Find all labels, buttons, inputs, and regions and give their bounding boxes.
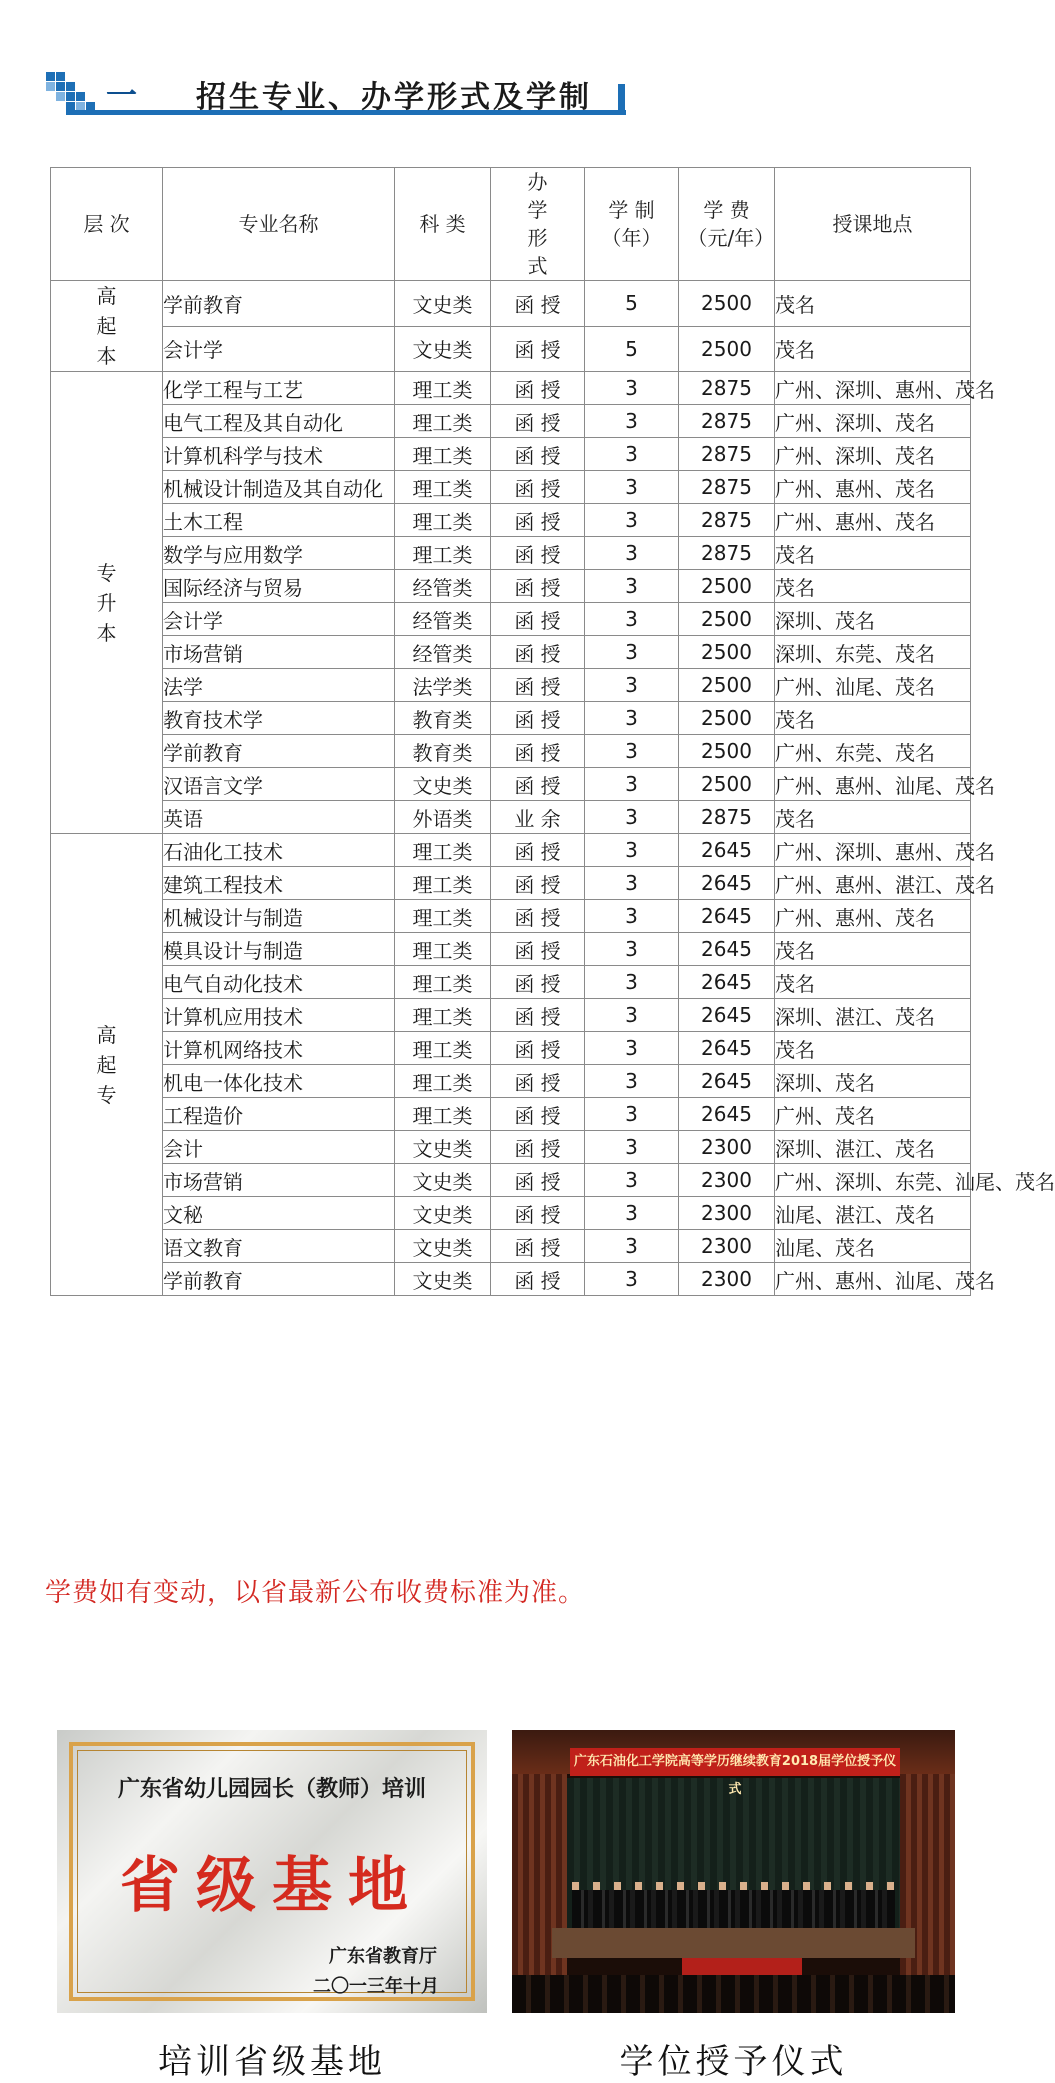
major-name-cell: 数学与应用数学 <box>163 537 395 570</box>
table-row <box>51 636 971 669</box>
category-cell: 理工类 <box>395 537 491 570</box>
category-cell: 理工类 <box>395 372 491 405</box>
table-row <box>51 438 971 471</box>
duration-cell: 3 <box>585 504 679 537</box>
major-name-cell: 会计 <box>163 1131 395 1164</box>
tuition-fee-cell: 2500 <box>679 669 775 702</box>
plaque-date: 二〇一三年十月 <box>313 1976 439 1997</box>
category-cell: 理工类 <box>395 1098 491 1131</box>
duration-cell: 3 <box>585 603 679 636</box>
ceremony-banner: 广东石油化工学院高等学历继续教育2018届学位授予仪式 <box>570 1748 900 1776</box>
location-cell: 广州、惠州、茂名 <box>775 900 971 933</box>
study-form-cell: 函 授 <box>491 1197 585 1230</box>
location-cell: 汕尾、茂名 <box>775 1230 971 1263</box>
header-location: 授课地点 <box>775 168 971 281</box>
major-name-cell: 石油化工技术 <box>163 834 395 867</box>
location-cell: 广州、深圳、茂名 <box>775 405 971 438</box>
duration-cell: 3 <box>585 1098 679 1131</box>
table-row <box>51 768 971 801</box>
study-form-cell: 函 授 <box>491 603 585 636</box>
category-cell: 教育类 <box>395 702 491 735</box>
location-cell: 深圳、东莞、茂名 <box>775 636 971 669</box>
section-header <box>46 64 622 120</box>
category-cell: 经管类 <box>395 603 491 636</box>
location-cell: 深圳、茂名 <box>775 1065 971 1098</box>
major-name-cell: 国际经济与贸易 <box>163 570 395 603</box>
table-row <box>51 999 971 1032</box>
tuition-fee-cell: 2500 <box>679 281 775 327</box>
level-label: 高起本 <box>96 284 117 368</box>
duration-cell: 3 <box>585 1131 679 1164</box>
category-cell: 经管类 <box>395 570 491 603</box>
duration-cell: 3 <box>585 801 679 834</box>
duration-cell: 3 <box>585 966 679 999</box>
study-form-cell: 函 授 <box>491 768 585 801</box>
major-name-cell: 机械设计与制造 <box>163 900 395 933</box>
location-cell: 广州、惠州、湛江、茂名 <box>775 867 971 900</box>
study-form-cell: 业 余 <box>491 801 585 834</box>
category-cell: 理工类 <box>395 933 491 966</box>
graduates-on-stage <box>572 1890 895 1930</box>
category-cell: 文史类 <box>395 1263 491 1296</box>
duration-cell: 3 <box>585 1065 679 1098</box>
major-name-cell: 计算机应用技术 <box>163 999 395 1032</box>
major-name-cell: 建筑工程技术 <box>163 867 395 900</box>
major-name-cell: 学前教育 <box>163 1263 395 1296</box>
table-row <box>51 326 971 372</box>
tuition-fee-cell: 2645 <box>679 1032 775 1065</box>
location-cell: 茂名 <box>775 570 971 603</box>
duration-cell: 3 <box>585 900 679 933</box>
caption-right: 学位授予仪式 <box>619 2042 848 2082</box>
tuition-fee-cell: 2500 <box>679 735 775 768</box>
level-cell <box>51 281 163 372</box>
category-cell: 文史类 <box>395 1230 491 1263</box>
location-cell: 广州、惠州、茂名 <box>775 471 971 504</box>
location-cell: 广州、惠州、汕尾、茂名 <box>775 768 971 801</box>
level-cell <box>51 372 163 834</box>
level-label: 专升本 <box>96 560 117 645</box>
study-form-cell: 函 授 <box>491 669 585 702</box>
level-label: 高起专 <box>96 1022 117 1107</box>
major-name-cell: 学前教育 <box>163 735 395 768</box>
study-form-cell: 函 授 <box>491 570 585 603</box>
study-form-cell: 函 授 <box>491 438 585 471</box>
category-cell: 理工类 <box>395 471 491 504</box>
duration-cell: 3 <box>585 867 679 900</box>
duration-cell: 3 <box>585 735 679 768</box>
category-cell: 经管类 <box>395 636 491 669</box>
duration-cell: 3 <box>585 636 679 669</box>
study-form-cell: 函 授 <box>491 1131 585 1164</box>
table-row <box>51 933 971 966</box>
category-cell: 理工类 <box>395 1032 491 1065</box>
study-form-cell: 函 授 <box>491 702 585 735</box>
tuition-fee-cell: 2500 <box>679 603 775 636</box>
category-cell: 文史类 <box>395 1164 491 1197</box>
fee-note: 学费如有变动，以省最新公布收费标准为准。 <box>45 1578 586 1608</box>
category-cell: 理工类 <box>395 1065 491 1098</box>
table-row <box>51 1197 971 1230</box>
plaque-photo <box>57 1730 487 2013</box>
category-cell: 理工类 <box>395 504 491 537</box>
table-row <box>51 471 971 504</box>
category-cell: 文史类 <box>395 281 491 327</box>
duration-cell: 3 <box>585 405 679 438</box>
location-cell: 汕尾、湛江、茂名 <box>775 1197 971 1230</box>
section-number: 一 <box>106 78 138 114</box>
tuition-fee-cell: 2875 <box>679 438 775 471</box>
major-name-cell: 模具设计与制造 <box>163 933 395 966</box>
table-header-row <box>51 168 971 281</box>
study-form-cell: 函 授 <box>491 966 585 999</box>
category-cell: 文史类 <box>395 326 491 372</box>
header-years: 学 制 （年） <box>585 168 679 281</box>
duration-cell: 3 <box>585 1230 679 1263</box>
location-cell: 广州、汕尾、茂名 <box>775 669 971 702</box>
duration-cell: 3 <box>585 1263 679 1296</box>
location-cell: 广州、惠州、汕尾、茂名 <box>775 1263 971 1296</box>
table-row <box>51 1263 971 1296</box>
header-form: 办 学 形 式 <box>491 168 585 281</box>
location-cell: 茂名 <box>775 537 971 570</box>
major-name-cell: 化学工程与工艺 <box>163 372 395 405</box>
plaque-heading: 广东省幼儿园园长（教师）培训 <box>117 1777 426 1802</box>
study-form-cell: 函 授 <box>491 933 585 966</box>
header-category: 科 类 <box>395 168 491 281</box>
tuition-fee-cell: 2645 <box>679 966 775 999</box>
table-body <box>51 281 1055 1296</box>
study-form-cell: 函 授 <box>491 537 585 570</box>
major-name-cell: 市场营销 <box>163 636 395 669</box>
duration-cell: 3 <box>585 372 679 405</box>
table-row <box>51 1065 971 1098</box>
duration-cell: 3 <box>585 570 679 603</box>
major-name-cell: 汉语言文学 <box>163 768 395 801</box>
major-name-cell: 市场营销 <box>163 1164 395 1197</box>
tuition-fee-cell: 2875 <box>679 405 775 438</box>
table-row <box>51 603 971 636</box>
category-cell: 文史类 <box>395 1197 491 1230</box>
table-row <box>51 504 971 537</box>
section-underline-end <box>618 84 625 115</box>
major-name-cell: 英语 <box>163 801 395 834</box>
tuition-fee-cell: 2645 <box>679 933 775 966</box>
duration-cell: 3 <box>585 933 679 966</box>
tuition-fee-cell: 2300 <box>679 1131 775 1164</box>
study-form-cell: 函 授 <box>491 372 585 405</box>
tuition-fee-cell: 2875 <box>679 504 775 537</box>
location-cell: 深圳、湛江、茂名 <box>775 1131 971 1164</box>
ceremony-photo <box>512 1730 955 2013</box>
location-cell: 茂名 <box>775 1032 971 1065</box>
location-cell: 茂名 <box>775 966 971 999</box>
duration-cell: 3 <box>585 1164 679 1197</box>
enrollment-table <box>50 167 1055 1296</box>
major-name-cell: 语文教育 <box>163 1230 395 1263</box>
study-form-cell: 函 授 <box>491 867 585 900</box>
table-row <box>51 702 971 735</box>
tuition-fee-cell: 2875 <box>679 537 775 570</box>
table-row <box>51 801 971 834</box>
study-form-cell: 函 授 <box>491 1164 585 1197</box>
table-row <box>51 834 971 867</box>
duration-cell: 3 <box>585 702 679 735</box>
table-row <box>51 867 971 900</box>
study-form-cell: 函 授 <box>491 326 585 372</box>
duration-cell: 3 <box>585 537 679 570</box>
table-row <box>51 966 971 999</box>
category-cell: 理工类 <box>395 405 491 438</box>
duration-cell: 3 <box>585 768 679 801</box>
category-cell: 外语类 <box>395 801 491 834</box>
table-row <box>51 900 971 933</box>
table-row <box>51 1098 971 1131</box>
major-name-cell: 工程造价 <box>163 1098 395 1131</box>
location-cell: 茂名 <box>775 933 971 966</box>
tuition-fee-cell: 2645 <box>679 1065 775 1098</box>
section-title: 招生专业、办学形式及学制 <box>196 80 592 115</box>
category-cell: 理工类 <box>395 834 491 867</box>
major-name-cell: 教育技术学 <box>163 702 395 735</box>
category-cell: 法学类 <box>395 669 491 702</box>
table-row <box>51 537 971 570</box>
header-name: 专业名称 <box>163 168 395 281</box>
stage-floor <box>552 1928 915 1958</box>
header-level: 层 次 <box>51 168 163 281</box>
study-form-cell: 函 授 <box>491 1065 585 1098</box>
table-row <box>51 669 971 702</box>
header-fee: 学 费 （元/年） <box>679 168 775 281</box>
tuition-fee-cell: 2500 <box>679 768 775 801</box>
location-cell: 茂名 <box>775 801 971 834</box>
table-row <box>51 1131 971 1164</box>
study-form-cell: 函 授 <box>491 735 585 768</box>
table-row <box>51 735 971 768</box>
table-row <box>51 1164 971 1197</box>
major-name-cell: 电气自动化技术 <box>163 966 395 999</box>
tuition-fee-cell: 2645 <box>679 1098 775 1131</box>
location-cell: 广州、东莞、茂名 <box>775 735 971 768</box>
audience <box>512 1975 955 2013</box>
table-row <box>51 570 971 603</box>
duration-cell: 3 <box>585 669 679 702</box>
study-form-cell: 函 授 <box>491 1098 585 1131</box>
duration-cell: 3 <box>585 1197 679 1230</box>
duration-cell: 3 <box>585 834 679 867</box>
duration-cell: 5 <box>585 281 679 327</box>
study-form-cell: 函 授 <box>491 504 585 537</box>
major-name-cell: 学前教育 <box>163 281 395 327</box>
tuition-fee-cell: 2875 <box>679 801 775 834</box>
location-cell: 广州、茂名 <box>775 1098 971 1131</box>
major-name-cell: 计算机科学与技术 <box>163 438 395 471</box>
tuition-fee-cell: 2875 <box>679 372 775 405</box>
category-cell: 文史类 <box>395 1131 491 1164</box>
category-cell: 教育类 <box>395 735 491 768</box>
tuition-fee-cell: 2645 <box>679 834 775 867</box>
table-row <box>51 1032 971 1065</box>
plaque-org: 广东省教育厅 <box>329 1946 437 1967</box>
study-form-cell: 函 授 <box>491 1230 585 1263</box>
major-name-cell: 法学 <box>163 669 395 702</box>
caption-left: 培训省级基地 <box>158 2042 386 2082</box>
location-cell: 茂名 <box>775 702 971 735</box>
major-name-cell: 会计学 <box>163 326 395 372</box>
study-form-cell: 函 授 <box>491 636 585 669</box>
tuition-fee-cell: 2300 <box>679 1263 775 1296</box>
duration-cell: 3 <box>585 471 679 504</box>
tuition-fee-cell: 2500 <box>679 702 775 735</box>
tuition-fee-cell: 2645 <box>679 900 775 933</box>
location-cell: 深圳、茂名 <box>775 603 971 636</box>
tuition-fee-cell: 2645 <box>679 867 775 900</box>
study-form-cell: 函 授 <box>491 999 585 1032</box>
major-name-cell: 机械设计制造及其自动化 <box>163 471 395 504</box>
tuition-fee-cell: 2500 <box>679 636 775 669</box>
tuition-fee-cell: 2645 <box>679 999 775 1032</box>
duration-cell: 3 <box>585 438 679 471</box>
study-form-cell: 函 授 <box>491 1032 585 1065</box>
tuition-fee-cell: 2875 <box>679 471 775 504</box>
category-cell: 理工类 <box>395 867 491 900</box>
level-cell <box>51 834 163 1296</box>
tuition-fee-cell: 2300 <box>679 1230 775 1263</box>
table-row <box>51 1230 971 1263</box>
duration-cell: 5 <box>585 326 679 372</box>
location-cell: 茂名 <box>775 326 971 372</box>
location-cell: 广州、惠州、茂名 <box>775 504 971 537</box>
location-cell: 广州、深圳、茂名 <box>775 438 971 471</box>
category-cell: 理工类 <box>395 999 491 1032</box>
study-form-cell: 函 授 <box>491 281 585 327</box>
study-form-cell: 函 授 <box>491 1263 585 1296</box>
category-cell: 理工类 <box>395 966 491 999</box>
major-name-cell: 文秘 <box>163 1197 395 1230</box>
duration-cell: 3 <box>585 1032 679 1065</box>
tuition-fee-cell: 2500 <box>679 326 775 372</box>
major-name-cell: 电气工程及其自动化 <box>163 405 395 438</box>
location-cell: 广州、深圳、惠州、茂名 <box>775 834 971 867</box>
location-cell: 广州、深圳、惠州、茂名 <box>775 372 971 405</box>
location-cell: 深圳、湛江、茂名 <box>775 999 971 1032</box>
major-name-cell: 计算机网络技术 <box>163 1032 395 1065</box>
tuition-fee-cell: 2300 <box>679 1197 775 1230</box>
category-cell: 理工类 <box>395 900 491 933</box>
study-form-cell: 函 授 <box>491 471 585 504</box>
location-cell: 广州、深圳、东莞、汕尾、茂名 <box>775 1164 971 1197</box>
category-cell: 理工类 <box>395 438 491 471</box>
category-cell: 文史类 <box>395 768 491 801</box>
duration-cell: 3 <box>585 999 679 1032</box>
tuition-fee-cell: 2500 <box>679 570 775 603</box>
location-cell: 茂名 <box>775 281 971 327</box>
table-row <box>51 372 971 405</box>
study-form-cell: 函 授 <box>491 900 585 933</box>
table-row <box>51 281 971 327</box>
major-name-cell: 机电一体化技术 <box>163 1065 395 1098</box>
major-name-cell: 土木工程 <box>163 504 395 537</box>
major-name-cell: 会计学 <box>163 603 395 636</box>
study-form-cell: 函 授 <box>491 834 585 867</box>
plaque-main-text: 省级基地 <box>120 1851 424 1921</box>
study-form-cell: 函 授 <box>491 405 585 438</box>
table-row <box>51 405 971 438</box>
pixel-decoration-icon <box>46 72 106 112</box>
tuition-fee-cell: 2300 <box>679 1164 775 1197</box>
